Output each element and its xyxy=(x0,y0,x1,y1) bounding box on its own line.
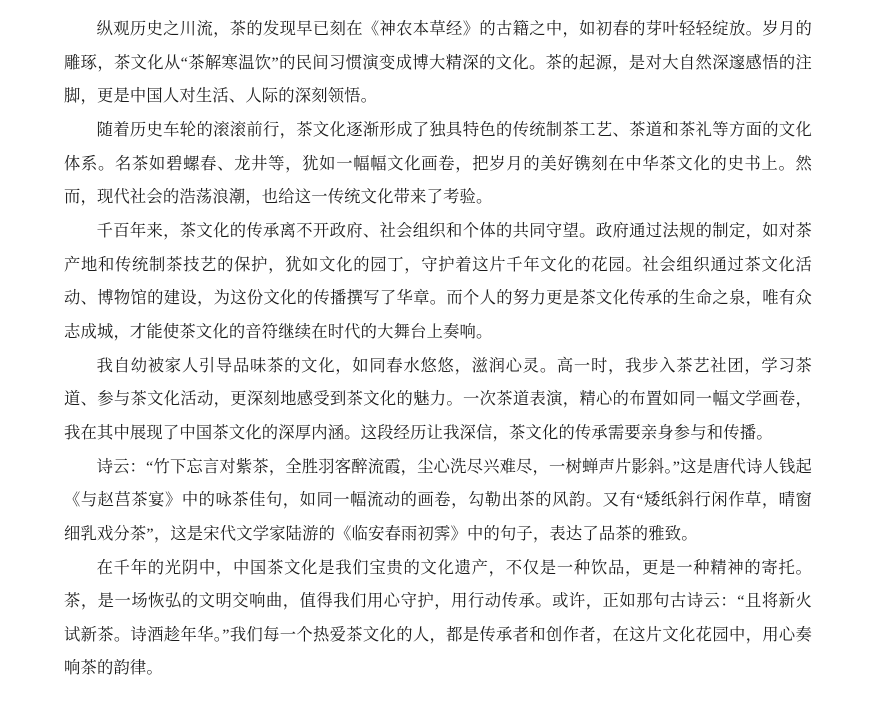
paragraph: 我自幼被家人引导品味茶的文化，如同春水悠悠，滋润心灵。高一时，我步入茶艺社团，学习茶道、参与茶文化活动，更深刻地感受到茶文化的魅力。一次茶道表演，精心的布置如同一幅文学画卷，我在其中展现了中国茶文化的深厚内涵。这段经历让我深信，茶文化的传承需要亲身参与和传播。 xyxy=(64,355,812,442)
paragraph: 千百年来，茶文化的传承离不开政府、社会组织和个体的共同守望。政府通过法规的制定，如对茶产地和传统制茶技艺的保护，犹如文化的园丁，守护着这片千年文化的花园。社会组织通过茶文化活动、博物馆的建设，为这份文化的传播撰写了华章。而个人的努力更是茶文化传承的生命之泉，唯有众志成城，才能使茶文化的音符继续在时代的大舞台上奏响。 xyxy=(64,221,812,341)
paragraph: 诗云：“竹下忘言对紫茶，全胜羽客醉流霞，尘心洗尽兴难尽，一树蝉声片影斜。”这是唐代诗人钱起《与赵莒茶宴》中的咏茶佳句，如同一幅流动的画卷，勾勒出茶的风韵。又有“矮纸斜行闲作草，晴窗细乳戏分茶”，这是宋代文学家陆游的《临安春雨初霁》中的句子，表达了品茶的雅致。 xyxy=(64,456,813,543)
paragraph: 随着历史车轮的滚滚前行，茶文化逐渐形成了独具特色的传统制茶工艺、茶道和茶礼等方面的文化体系。名茶如碧螺春、龙井等，犹如一幅幅文化画卷，把岁月的美好镌刻在中华茶文化的史书上。然而，现代社会的浩荡浪潮，也给这一传统文化带来了考验。 xyxy=(64,120,812,206)
paragraph: 纵观历史之川流，茶的发现早已刻在《神农本草经》的古籍之中，如初春的芽叶轻轻绽放。岁月的雕琢，茶文化从“茶解寒温饮”的民间习惯演变成博大精深的文化。茶的起源，是对大自然深邃感悟的注脚，更是中国人对生活、人际的深刻领悟。 xyxy=(64,19,812,105)
paragraph: 在千年的光阴中，中国茶文化是我们宝贵的文化遗产，不仅是一种饮品，更是一种精神的寄托。茶，是一场恢弘的文明交响曲，值得我们用心守护，用行动传承。或许，正如那句古诗云：“且将新火试新茶。诗酒趁年华。”我们每一个热爱茶文化的人，都是传承者和创作者，在这片文化花园中，用心奏响茶的韵律。 xyxy=(64,557,812,677)
document-body xyxy=(64,12,812,685)
